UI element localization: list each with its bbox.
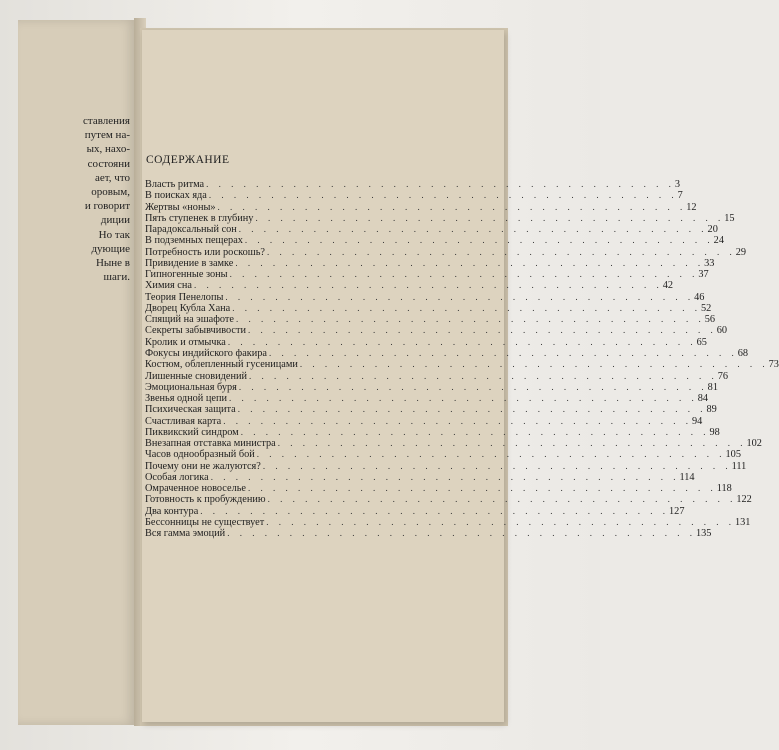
- toc-entry-title: Дворец Кубла Хана: [145, 302, 231, 314]
- toc-entry-page: 89: [706, 404, 717, 416]
- toc-leader-dots: . . . . . . . . . . . . . . . . . . . . . . . . . . . . . . . . . . . . . .: [229, 269, 699, 280]
- left-page-line: оровым,: [91, 185, 130, 198]
- toc-entry-page: 118: [716, 483, 732, 495]
- toc-entry-page: 33: [704, 257, 715, 269]
- toc-entry: [145, 426, 720, 438]
- toc-entry-page: 52: [700, 302, 712, 314]
- left-page: [18, 20, 136, 725]
- toc-entry: [145, 415, 703, 427]
- toc-entry-page: 42: [662, 280, 673, 292]
- left-page-line: Ныне в: [95, 256, 130, 269]
- toc-leader-dots: . . . . . . . . . . . . . . . . . . . . . . . . . . . . . . . . . . . . . .: [223, 415, 692, 426]
- toc-leader-dots: . . . . . . . . . . . . . . . . . . . . . . . . . . . . . . . . . . . . . .: [208, 190, 678, 201]
- toc-entry: [145, 325, 728, 337]
- toc-leader-dots: . . . . . . . . . . . . . . . . . . . . . . . . . . . . . . . . . . . . . .: [266, 246, 736, 257]
- left-page-line: ставления: [83, 115, 130, 127]
- toc-entry-title: Спящий на эшафоте: [145, 314, 234, 326]
- left-page-line: ает, что: [95, 171, 130, 184]
- toc-entry-title: Психическая защита: [145, 404, 236, 416]
- toc-entry: [145, 516, 751, 528]
- toc-heading: СОДЕРЖАНИЕ: [146, 154, 230, 166]
- toc-entry: [145, 257, 715, 269]
- toc-leader-dots: . . . . . . . . . . . . . . . . . . . . . . . . . . . . . . . . . . . . . .: [193, 280, 663, 291]
- table-of-contents: [145, 154, 779, 540]
- toc-entry-title: Вся гамма эмоций: [145, 528, 226, 540]
- toc-entry: [145, 235, 724, 247]
- toc-entry-title: Почему они не жалуются?: [145, 460, 261, 472]
- toc-entry: [145, 190, 683, 202]
- toc-entry: [145, 381, 718, 393]
- toc-leader-dots: . . . . . . . . . . . . . . . . . . . . . . . . . . . . . . . . . . . . . .: [240, 426, 710, 437]
- toc-entry: [145, 336, 707, 348]
- left-page-line: шаги.: [103, 271, 130, 284]
- toc-leader-dots: . . . . . . . . . . . . . . . . . . . . . . . . . . . . . . . . . . . . . .: [227, 336, 697, 347]
- toc-entry-title: Счастливая карта: [145, 415, 222, 427]
- toc-leader-dots: . . . . . . . . . . . . . . . . . . . . . . . . . . . . . . . . . . . . . .: [247, 483, 717, 494]
- toc-leader-dots: . . . . . . . . . . . . . . . . . . . . . . . . . . . . . . . . . . . . . .: [210, 471, 680, 482]
- toc-entry: [145, 291, 705, 303]
- toc-leader-dots: . . . . . . . . . . . . . . . . . . . . . . . . . . . . . . . . . . . . . .: [269, 347, 738, 358]
- toc-leader-dots: . . . . . . . . . . . . . . . . . . . . . . . . . . . . . . . . . . . . . .: [267, 494, 737, 505]
- toc-entry-page: 65: [696, 336, 707, 348]
- toc-entry-title: Готовность к пробуждению: [145, 494, 266, 506]
- toc-leader-dots: . . . . . . . . . . . . . . . . . . . . . . . . . . . . . . . . . . . . . .: [217, 201, 687, 212]
- toc-leader-dots: . . . . . . . . . . . . . . . . . . . . . . . . . . . . . . . . . . . . . .: [262, 460, 732, 471]
- toc-entry: [145, 393, 709, 405]
- toc-leader-dots: . . . . . . . . . . . . . . . . . . . . . . . . . . . . . . . . . . . . . .: [228, 393, 698, 404]
- toc-entry: [145, 505, 685, 517]
- toc-entry-page: 56: [704, 314, 716, 326]
- toc-leader-dots: . . . . . . . . . . . . . . . . . . . . . . . . . . . . . . . . . . . . . .: [206, 178, 675, 189]
- toc-entry-page: 114: [679, 471, 695, 483]
- toc-entry: [145, 449, 741, 461]
- toc-entry-page: 7: [677, 190, 683, 202]
- toc-leader-dots: . . . . . . . . . . . . . . . . . . . . . . . . . . . . . . . . . . . . . .: [235, 314, 705, 325]
- toc-entry-page: 60: [716, 325, 728, 337]
- toc-leader-dots: . . . . . . . . . . . . . . . . . . . . . . . . . . . . . . . . . . . . . .: [255, 212, 725, 223]
- toc-entry-title: Внезапная отставка министра: [145, 438, 276, 450]
- toc-entry-page: 105: [725, 449, 741, 461]
- toc-leader-dots: . . . . . . . . . . . . . . . . . . . . . . . . . . . . . . . . . . . . . .: [248, 325, 717, 336]
- toc-entry-title: Привидение в замке: [145, 257, 234, 269]
- toc-entry: [145, 483, 732, 495]
- toc-entry-page: 131: [734, 516, 751, 528]
- toc-leader-dots: . . . . . . . . . . . . . . . . . . . . . . . . . . . . . . . . . . . . . .: [266, 516, 735, 527]
- toc-entry-page: 102: [746, 438, 762, 450]
- toc-entry-title: Парадоксальный сон: [145, 224, 237, 236]
- left-page-line: и говорит: [84, 200, 130, 213]
- left-page-line: состояни: [87, 157, 130, 170]
- toc-entry: [145, 178, 680, 190]
- toc-entry-title: Гипногенные зоны: [145, 269, 228, 281]
- toc-entry: [145, 269, 709, 281]
- toc-leader-dots: . . . . . . . . . . . . . . . . . . . . . . . . . . . . . . . . . . . . . .: [238, 381, 708, 392]
- toc-entry-title: Власть ритма: [145, 178, 205, 190]
- toc-entry-title: Кролик и отмычка: [145, 336, 226, 348]
- toc-entry-title: В подземных пещерах: [145, 235, 243, 247]
- toc-entry-page: 122: [736, 494, 752, 506]
- toc-leader-dots: . . . . . . . . . . . . . . . . . . . . . . . . . . . . . . . . . . . . . .: [256, 449, 726, 460]
- toc-entry-page: 3: [674, 178, 680, 190]
- toc-entry-page: 12: [686, 201, 697, 213]
- toc-entry-title: Омраченное новоселье: [145, 483, 246, 495]
- toc-entry-title: Теория Пенелопы: [145, 291, 224, 303]
- toc-entry-title: Эмоциональная буря: [145, 381, 237, 393]
- toc-entry-title: Пять ступенек в глубину: [145, 212, 254, 224]
- toc-entry: [145, 280, 673, 292]
- toc-entry-page: 20: [707, 224, 718, 236]
- toc-leader-dots: . . . . . . . . . . . . . . . . . . . . . . . . . . . . . . . . . . . . . .: [299, 359, 769, 370]
- toc-entry: [145, 224, 718, 236]
- toc-leader-dots: . . . . . . . . . . . . . . . . . . . . . . . . . . . . . . . . . . . . . .: [235, 257, 705, 268]
- toc-entry-page: 68: [737, 347, 749, 359]
- toc-entry-title: Звенья одной цепи: [145, 393, 227, 405]
- toc-entry-page: 73: [768, 359, 779, 371]
- toc-entry-title: Химия сна: [145, 280, 192, 292]
- left-page-text: [20, 114, 130, 284]
- toc-leader-dots: . . . . . . . . . . . . . . . . . . . . . . . . . . . . . . . . . . . . . .: [200, 505, 670, 516]
- toc-entry: [145, 370, 729, 382]
- toc-entry: [145, 302, 712, 314]
- toc-entry: [145, 246, 747, 258]
- toc-entry: [145, 528, 712, 540]
- toc-leader-dots: . . . . . . . . . . . . . . . . . . . . . . . . . . . . . . . . . . . . . .: [238, 224, 708, 235]
- toc-entry-title: Часов однообразный бой: [145, 449, 255, 461]
- toc-list: [145, 178, 779, 540]
- toc-entry: [145, 471, 695, 483]
- toc-entry-title: Лишенные сновидений: [145, 370, 248, 382]
- left-page-line: Но так: [98, 228, 130, 241]
- toc-entry-page: 15: [724, 212, 735, 224]
- toc-entry: [145, 314, 716, 326]
- toc-leader-dots: . . . . . . . . . . . . . . . . . . . . . . . . . . . . . . . . . . . . . .: [244, 235, 714, 246]
- toc-entry-page: 46: [694, 291, 705, 303]
- toc-entry-title: Потребность или роскошь?: [145, 246, 265, 258]
- toc-leader-dots: . . . . . . . . . . . . . . . . . . . . . . . . . . . . . . . . . . . . . .: [249, 370, 718, 381]
- toc-entry: [145, 438, 762, 450]
- toc-entry-title: Жертвы «ноны»: [145, 201, 216, 213]
- toc-leader-dots: . . . . . . . . . . . . . . . . . . . . . . . . . . . . . . . . . . . . . .: [225, 291, 695, 302]
- left-page-line: путем на-: [84, 129, 130, 142]
- toc-leader-dots: . . . . . . . . . . . . . . . . . . . . . . . . . . . . . . . . . . . . . .: [237, 404, 707, 415]
- left-page-line: диции: [100, 214, 130, 227]
- toc-entry-page: 24: [713, 235, 724, 247]
- toc-entry-title: Два контура: [145, 505, 199, 517]
- toc-entry-page: 135: [695, 528, 712, 540]
- toc-entry-title: Пиквикский синдром: [145, 426, 239, 438]
- toc-entry-page: 111: [731, 460, 747, 472]
- toc-entry-page: 81: [707, 381, 718, 393]
- toc-leader-dots: . . . . . . . . . . . . . . . . . . . . . . . . . . . . . . . . . . . . . .: [227, 528, 696, 539]
- toc-entry: [145, 201, 697, 213]
- toc-entry-page: 84: [697, 393, 709, 405]
- toc-entry-page: 29: [735, 246, 747, 258]
- toc-entry-title: Секреты забывчивости: [145, 325, 247, 337]
- toc-entry: [145, 404, 717, 416]
- toc-leader-dots: . . . . . . . . . . . . . . . . . . . . . . . . . . . . . . . . . . . . . .: [277, 438, 747, 449]
- toc-entry: [145, 347, 749, 359]
- toc-entry-page: 37: [698, 269, 709, 281]
- left-page-line: дующие: [91, 242, 130, 255]
- left-page-line: ых, нахо-: [86, 143, 130, 156]
- toc-entry: [145, 359, 779, 371]
- toc-entry: [145, 212, 735, 224]
- toc-entry: [145, 494, 752, 506]
- toc-entry-page: 76: [717, 370, 729, 382]
- toc-entry-title: Фокусы индийского факира: [145, 347, 267, 359]
- toc-entry-page: 94: [691, 415, 703, 427]
- toc-entry-page: 127: [669, 505, 685, 517]
- toc-leader-dots: . . . . . . . . . . . . . . . . . . . . . . . . . . . . . . . . . . . . . .: [232, 302, 701, 313]
- toc-entry-title: В поисках яда: [145, 190, 207, 202]
- toc-entry-title: Костюм, облепленный гусеницами: [145, 359, 298, 371]
- toc-entry-page: 98: [709, 426, 720, 438]
- toc-entry: [145, 460, 747, 472]
- toc-entry-title: Особая логика: [145, 471, 209, 483]
- toc-entry-title: Бессонницы не существует: [145, 516, 265, 528]
